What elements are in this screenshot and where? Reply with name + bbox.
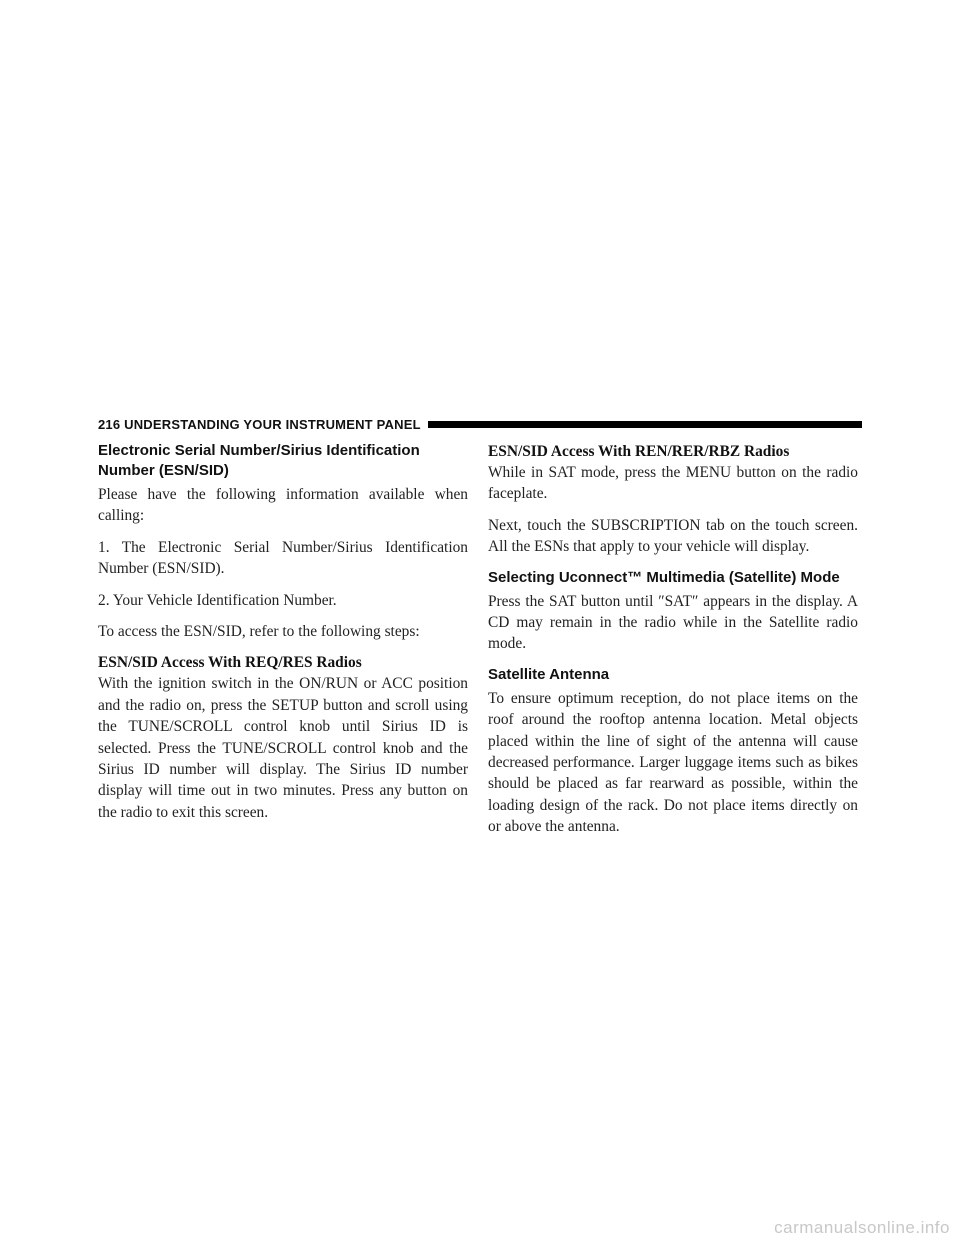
ren-rer-rbz-subsection-title: ESN/SID Access With REN/RER/RBZ Radios: [488, 443, 790, 460]
ren-subscription-instructions: Next, touch the SUBSCRIPTION tab on the touch screen. All the ESNs that apply to your vehicle will display.: [488, 516, 858, 556]
left-column: [98, 441, 468, 823]
right-column: [488, 441, 858, 838]
ren-menu-instructions: While in SAT mode, press the MENU button on the radio faceplate.: [488, 464, 858, 503]
satellite-mode-section-title: Selecting Uconnect™ Multimedia (Satellite) Mode: [488, 568, 840, 586]
watermark-logo: carmanualsonline.info: [774, 1218, 950, 1237]
paragraph-item-esn: 1. The Electronic Serial Number/Sirius Identification Number (ESN/SID).: [98, 538, 468, 578]
paragraph-access-steps: To access the ESN/SID, refer to the following steps:: [98, 623, 420, 641]
satellite-mode-text: Press the SAT button until ″SAT″ appears in the display. A CD may remain in the radio while in the Satellite radio mode.: [488, 592, 858, 653]
paragraph-info-needed: Please have the following information available when calling:: [98, 486, 468, 525]
paragraph-item-vin: 2. Your Vehicle Identification Number.: [98, 591, 337, 609]
req-res-instructions: With the ignition switch in the ON/RUN or ACC position and the radio on, press the SETUP button and scroll using the TUNE/SCROLL control knob until Sirius ID is selected. Press the TUNE/SCROLL control knob and the Sirius ID number will display. The Sirius ID number display will time out in two minutes. Press any button on the radio to exit this screen.: [98, 675, 468, 821]
page-header-text: 216 UNDERSTANDING YOUR INSTRUMENT PANEL: [98, 417, 421, 432]
req-res-subsection-title: ESN/SID Access With REQ/RES Radios: [98, 654, 362, 672]
header-rule: [428, 421, 862, 428]
satellite-antenna-section-title: Satellite Antenna: [488, 665, 610, 683]
satellite-antenna-text: To ensure optimum reception, do not place items on the roof around the rooftop antenna location. Metal objects placed within the line of sight of the antenna will cause decreased performance. Larger luggage items such as bikes should be placed as far rearward as possible, within the loading design of the rack. Do not place items directly on or above the antenna.: [488, 689, 858, 836]
page-header: [98, 418, 862, 432]
esn-sid-section-title: Electronic Serial Number/Sirius Identification Number (ESN/SID): [98, 442, 420, 479]
